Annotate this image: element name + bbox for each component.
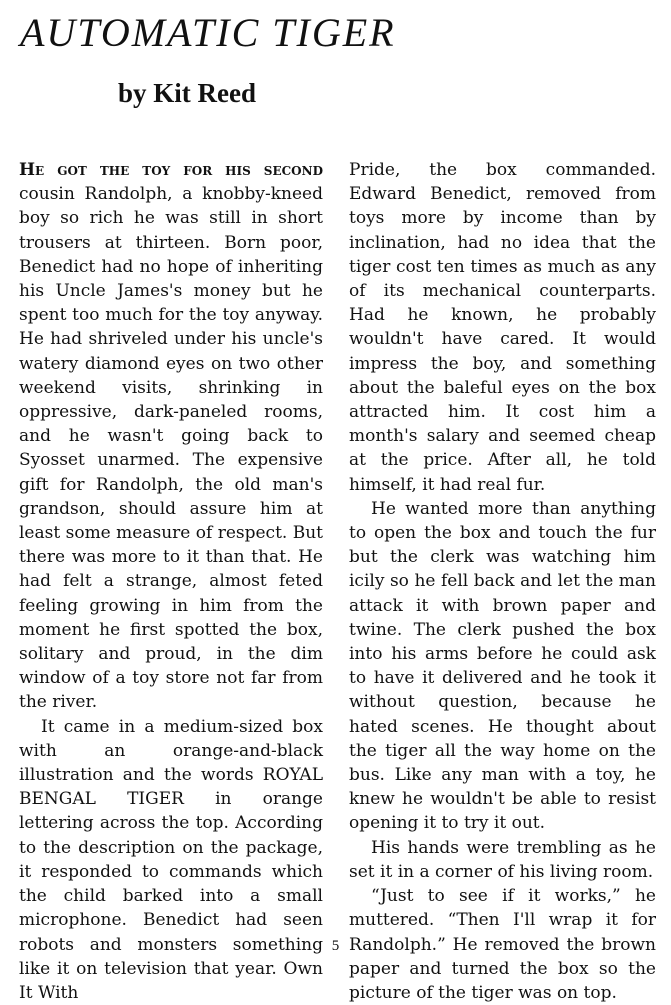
paragraph: “Just to see if it works,” he muttered. “Then I'll wrap it for Randolph.” He removed the brown paper and turned the box so the picture of the tiger was on top. bbox=[349, 886, 656, 1003]
paragraph: He wanted more than anything to open the box and touch the fur but the clerk was watching him icily so he fell back and let the man attack it with brown paper and twine. The clerk pushed the box into his arms before he could ask to have it delivered and he took it without question, because he hated scenes. He thought about the tiger all the way home on the bus. Like any man with a toy, he knew he wouldn't be able to resist opening it to try it out. bbox=[349, 498, 656, 834]
opening-small-caps: He got the toy for his second bbox=[19, 160, 323, 180]
paragraph: Pride, the box commanded. Edward Benedict, removed from toys more by income than by inclination, had no idea that the tiger cost ten times as much as any of its mechanical counterparts. Had he known, he probably wouldn't have cared. It would impress the boy, and something about the baleful eyes on the box attracted him. It cost him a month's salary and seemed cheap at the price. After all, he told himself, it had real fur. bbox=[349, 160, 656, 495]
paragraph bbox=[19, 158, 323, 715]
paragraph-text: cousin Randolph, a knobby-kneed boy so rich he was still in short trousers at thirteen. Born poor, Benedict had no hope of inheriting his Uncle James's money but he spent too much for the toy anyway. He had shriveled under his uncle's watery diamond eyes on two other weekend visits, shrinking in oppressive, dark-paneled rooms, and he wasn't going back to Syosset unarmed. The expensive gift for Randolph, the old man's grandson, should assure him at least some measure of respect. But there was more to it than that. He had felt a strange, almost feted feeling growing in him from the moment he first spotted the box, solitary and proud, in the dim window of a toy store not far from the river. bbox=[19, 184, 323, 713]
story-title: AUTOMATIC TIGER bbox=[20, 10, 396, 55]
paragraph: It came in a medium-sized box with an orange-and-black illustration and the words ROYAL BENGAL TIGER in orange lettering across the top. According to the description on the package, it responded to commands which the child barked into a small microphone. Benedict had seen robots and monsters something like it on television that year. Own It With bbox=[19, 716, 323, 1003]
paragraph: His hands were trembling as he set it in a corner of his living room. bbox=[349, 837, 656, 882]
author-byline: by Kit Reed bbox=[118, 78, 256, 108]
right-column bbox=[349, 158, 656, 1005]
left-column bbox=[19, 158, 323, 1005]
page-number: 5 bbox=[331, 938, 340, 954]
